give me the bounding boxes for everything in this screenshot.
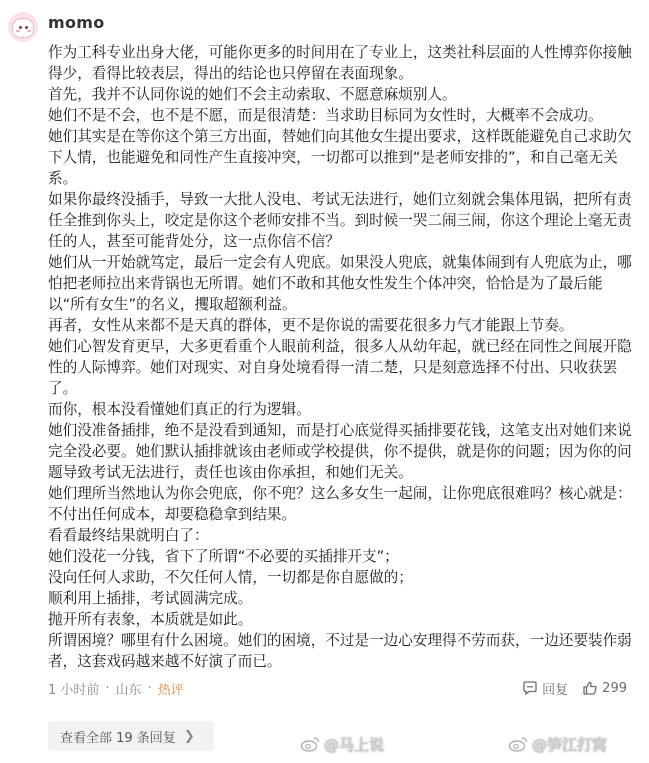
avatar-eye <box>19 26 22 29</box>
comment-paragraph: 如果你最终没插手，导致一大批人没电、考试无法进行，她们立刻就会集体甩锅，把所有责任全推到你头上，咬定是你这个老师安排不当。到时候一哭二闹三闹，你这个理论上毫无责任的人，甚至可能背处分，这一点你信不信？ <box>48 191 632 250</box>
comment-paragraph: 她们从一开始就笃定，最后一定会有人兜底。如果没人兜底，就集体闹到有人兜底为止，哪怕把老师拉出来背锅也无所谓。她们不敢和其他女性发生个体冲突，恰恰是为了最后能以“所有女生”的名义，攫取超额利益。 <box>48 254 632 313</box>
watermark-left <box>300 733 384 755</box>
comment-paragraph: 而你，根本没看懂她们真正的行为逻辑。 <box>48 401 311 418</box>
view-all-replies-label: 查看全部 19 条回复 <box>60 730 176 746</box>
comment-paragraph: 抛开所有表象，本质就是如此。 <box>48 611 253 628</box>
avatar-cheek <box>27 30 31 32</box>
chevron-right-icon: ❯ <box>183 728 195 744</box>
comment-time: 1 小时前 <box>48 682 100 698</box>
avatar-eye <box>25 26 28 29</box>
comment-location: 山东 <box>115 682 142 698</box>
comment-paragraph: 首先，我并不认同你说的她们不会主动索取、不愿意麻烦别人。 <box>48 86 457 103</box>
thumbs-up-icon <box>582 680 598 696</box>
comment-paragraph: 所谓困境？哪里有什么困境。她们的困境，不过是一边心安理得不劳而获，一边还要装作弱者，这套戏码越来越不好演了而已。 <box>48 632 632 670</box>
weibo-logo-icon <box>508 736 528 752</box>
meta-separator: · <box>105 680 110 696</box>
comment-body <box>48 42 632 672</box>
avatar-face <box>12 18 34 38</box>
comment-meta <box>48 678 184 698</box>
comment-paragraph: 她们心智发育更早，大多更看重个人眼前利益，很多人从幼年起，就已经在同性之间展开隐性的人际博弈。她们对现实、对自身处境看得一清二楚，只是刻意选择不付出、只收获罢了。 <box>48 338 632 397</box>
comment-paragraph: 她们没花一分钱，省下了所谓“不必要的买插排开支”； <box>48 548 399 565</box>
watermark-text: @笋江打窝 <box>532 735 608 754</box>
comment-paragraph: 她们理所当然地认为你会兜底，你不兜？这么多女生一起闹，让你兜底很难吗？核心就是：不付出任何成本，却要稳稳拿到结果。 <box>48 485 632 523</box>
comment-paragraph: 再者，女性从来都不是天真的群体，更不是你说的需要花很多力气才能跟上节奏。 <box>48 317 574 334</box>
comment-paragraph: 她们其实是在等你这个第三方出面，替她们向其他女生提出要求，这样既能避免自己求助欠下人情，也能避免和同性产生直接冲突，一切都可以推到“是老师安排的”，和自己毫无关系。 <box>48 128 632 187</box>
reply-label: 回复 <box>542 682 569 698</box>
comment-paragraph: 作为工科专业出身大佬，可能你更多的时间用在了专业上，这类社科层面的人性博弈你接触得少，看得比较表层，得出的结论也只停留在表面现象。 <box>48 44 632 82</box>
like-button[interactable] <box>582 680 627 696</box>
reply-icon <box>522 680 538 696</box>
watermark-right <box>508 733 607 755</box>
comment-paragraph: 顺利用上插排，考试圆满完成。 <box>48 590 253 607</box>
meta-separator: · <box>147 680 152 696</box>
comment-paragraph: 看看最终结果就明白了： <box>48 527 209 544</box>
comment-paragraph: 她们不是不会，也不是不愿，而是很清楚：当求助目标同为女性时，大概率不会成功。 <box>48 107 603 124</box>
hot-comment-badge: 热评 <box>157 682 184 698</box>
avatar-cheek <box>16 30 20 32</box>
comment-actions <box>508 677 627 699</box>
weibo-logo-icon <box>300 736 320 752</box>
view-all-replies-button[interactable] <box>48 721 214 751</box>
watermark-text: @马上说 <box>324 735 385 754</box>
reply-button[interactable] <box>522 679 568 698</box>
comment-paragraph: 没向任何人求助，不欠任何人情，一切都是你自愿做的； <box>48 569 413 586</box>
username[interactable]: momo <box>48 13 105 32</box>
comment-paragraph: 她们没准备插排，绝不是没看到通知，而是打心底觉得买插排要花钱，这笔支出对她们来说完全没必要。她们默认插排就该由老师或学校提供，你不提供，就是你的问题；因为你的问题导致考试无法进行，责任也该由你承担，和她们无关。 <box>48 422 632 481</box>
like-count: 299 <box>602 680 627 696</box>
user-avatar[interactable] <box>8 12 38 42</box>
